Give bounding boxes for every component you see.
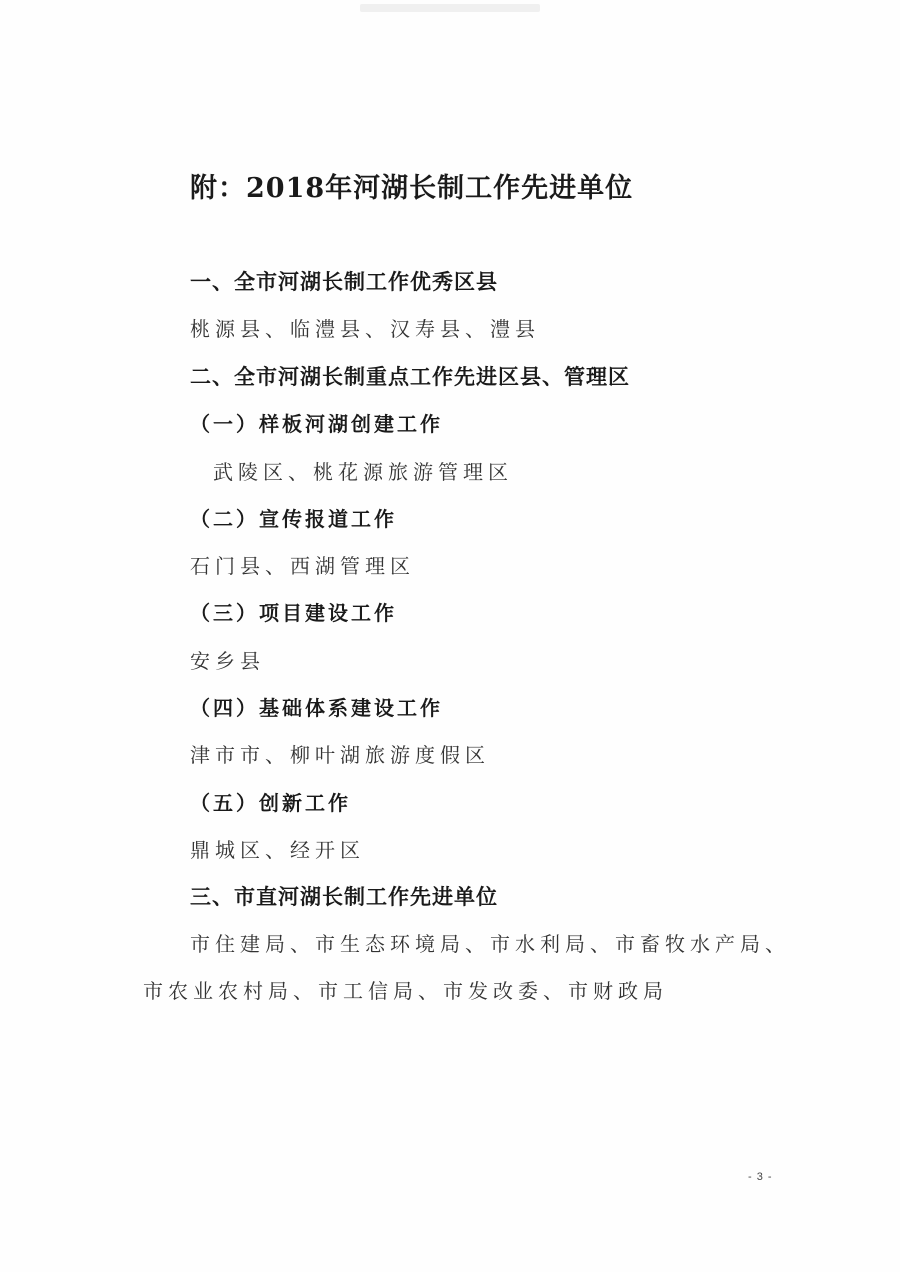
subsection-3-heading: （三）项目建设工作 bbox=[190, 601, 397, 625]
subsection-2-content: 石门县、西湖管理区 bbox=[190, 554, 415, 578]
section3-heading: 三、市直河湖长制工作先进单位 bbox=[190, 885, 498, 909]
section3-content-line1: 市住建局、市生态环境局、市水利局、市畜牧水产局、 bbox=[190, 932, 790, 956]
page-number: - 3 - bbox=[748, 1171, 773, 1183]
subsection-2-heading: （二）宣传报道工作 bbox=[190, 507, 397, 531]
subsection-1-heading: （一）样板河湖创建工作 bbox=[190, 412, 443, 436]
section1-heading: 一、全市河湖长制工作优秀区县 bbox=[190, 270, 498, 294]
document-title: 附：2018年河湖长制工作先进单位 bbox=[190, 173, 634, 204]
scan-artifact bbox=[360, 4, 540, 12]
section3-content-line2: 市农业农村局、市工信局、市发改委、市财政局 bbox=[143, 979, 668, 1003]
subsection-4-heading: （四）基础体系建设工作 bbox=[190, 696, 443, 720]
subsection-4-content: 津市市、柳叶湖旅游度假区 bbox=[190, 743, 490, 767]
section1-content: 桃源县、临澧县、汉寿县、澧县 bbox=[190, 317, 540, 341]
subsection-5-content: 鼎城区、经开区 bbox=[190, 838, 365, 862]
section2-heading: 二、全市河湖长制重点工作先进区县、管理区 bbox=[190, 365, 630, 389]
subsection-1-content: 武陵区、桃花源旅游管理区 bbox=[213, 460, 513, 484]
subsection-3-content: 安乡县 bbox=[190, 649, 265, 673]
subsection-5-heading: （五）创新工作 bbox=[190, 791, 351, 815]
